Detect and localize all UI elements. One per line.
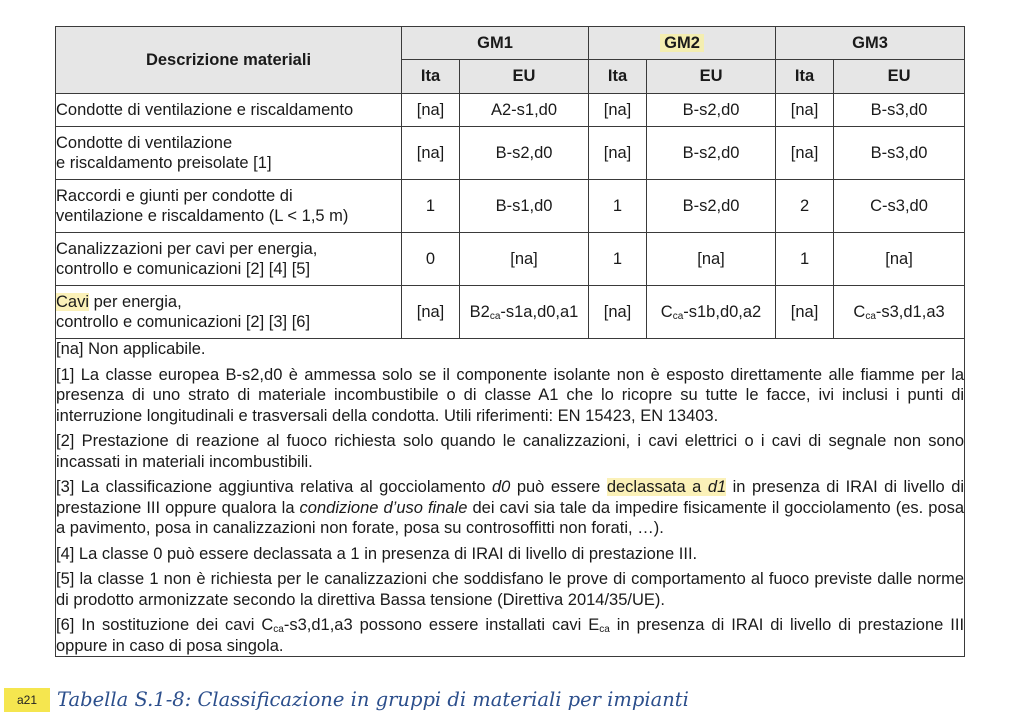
eu-subscript: ca	[489, 310, 501, 322]
note-na: [na] Non applicabile.	[56, 340, 206, 358]
note-4: [4] La classe 0 può essere declassata a 1 in presenza di IRAI di livello di prestazione III.	[56, 544, 698, 563]
row-description-line1: Condotte di ventilazione	[56, 134, 233, 152]
note-3-d0: d0	[492, 478, 511, 496]
row-description-line1-rest: per energia,	[89, 293, 182, 311]
cell-gm1-eu: A2-s1,d0	[460, 94, 589, 127]
header-gm1: GM1	[402, 27, 589, 60]
note-6-part: in presenza di IRAI di livello di prestazione III oppure in caso di posa singola.	[56, 616, 965, 655]
table-row	[56, 286, 965, 339]
row-description-line2: e riscaldamento preisolate [1]	[56, 154, 272, 172]
cell-gm2-eu: B-s2,d0	[647, 127, 776, 180]
note-3-part: [3] La classificazione aggiuntiva relativa al gocciolamento	[56, 478, 492, 496]
row-description-line2: controllo e comunicazioni [2] [3] [6]	[56, 313, 311, 331]
row-description-line2: ventilazione e riscaldamento (L < 1,5 m)	[56, 207, 349, 225]
row-description-line1: Canalizzazioni per cavi per energia,	[56, 240, 318, 258]
row-description	[56, 127, 402, 180]
row-description	[56, 180, 402, 233]
cell-gm1-eu: [na]	[460, 233, 589, 286]
cell-gm2-ita: [na]	[589, 286, 647, 339]
note-3-part: può essere	[510, 478, 607, 496]
highlight-cavi: Cavi	[56, 293, 90, 311]
table-row	[56, 127, 965, 180]
eu-base: C	[853, 302, 866, 321]
cell-gm3-eu: C-s3,d0	[834, 180, 965, 233]
header-row-groups	[56, 27, 965, 60]
header-gm1-eu: EU	[460, 60, 589, 94]
cell-gm1-ita: [na]	[402, 286, 460, 339]
row-description	[56, 286, 402, 339]
note-5: [5] la classe 1 non è richiesta per le canalizzazioni che soddisfano le prove di comportamento al fuoco previste dalle norme di prodotto armonizzate secondo la direttiva Bassa tensione (Direttiva 2014/35/UE).	[56, 570, 965, 609]
table-row	[56, 180, 965, 233]
table-row	[56, 233, 965, 286]
cell-gm3-ita: [na]	[776, 94, 834, 127]
cell-gm1-eu	[460, 286, 589, 339]
header-gm1-ita: Ita	[402, 60, 460, 94]
note-3-condition: condizione d’uso finale	[299, 498, 468, 517]
eu-rest: -s1b,d0,a2	[683, 302, 762, 321]
eu-rest: -s3,d1,a3	[875, 302, 945, 321]
cell-gm2-ita: [na]	[589, 94, 647, 127]
note-3	[56, 477, 964, 539]
note-1: [1] La classe europea B-s2,d0 è ammessa solo se il componente isolante non è esposto direttamente alle fiamme per la presenza di uno strato di materiale incombustibile o di classe A1 che lo ricopre su tutte le facce, ivi inclusi i punti di interruzione longitudinali e trasversali della condotta. Utili riferimenti: EN 15423, EN 13403.	[56, 365, 965, 425]
row-description-line1: Raccordi e giunti per condotte di	[56, 187, 293, 205]
header-gm2-label: GM2	[660, 34, 704, 52]
cell-gm2-ita: [na]	[589, 127, 647, 180]
cell-gm2-ita: 1	[589, 180, 647, 233]
table-row	[56, 94, 965, 127]
header-gm2-ita: Ita	[589, 60, 647, 94]
materials-table	[55, 26, 965, 657]
cell-gm3-ita: [na]	[776, 127, 834, 180]
cell-gm3-eu: [na]	[834, 233, 965, 286]
annotation-badge: a21	[4, 688, 50, 712]
cell-gm2-eu	[647, 286, 776, 339]
row-description-line1	[56, 292, 401, 312]
cell-gm3-eu: B-s3,d0	[834, 94, 965, 127]
header-gm3-eu: EU	[834, 60, 965, 94]
note-3-hl-text: declassata a	[606, 478, 708, 496]
row-description-line2: controllo e comunicazioni [2] [4] [5]	[56, 260, 311, 278]
note-6-part: [6] In sostituzione dei cavi C	[56, 616, 274, 634]
note-6-sub: ca	[273, 624, 284, 635]
cell-gm2-eu: B-s2,d0	[647, 180, 776, 233]
cell-gm1-ita: [na]	[402, 127, 460, 180]
eu-base: C	[660, 302, 673, 321]
cell-gm2-ita: 1	[589, 233, 647, 286]
cell-gm2-eu: B-s2,d0	[647, 94, 776, 127]
cell-gm1-ita: [na]	[402, 94, 460, 127]
cell-gm1-ita: 1	[402, 180, 460, 233]
row-description: Condotte di ventilazione e riscaldamento	[56, 94, 402, 127]
eu-rest: -s1a,d0,a1	[500, 302, 579, 321]
cell-gm3-ita: 2	[776, 180, 834, 233]
cell-gm3-ita: [na]	[776, 286, 834, 339]
row-description	[56, 233, 402, 286]
header-gm2-eu: EU	[647, 60, 776, 94]
note-3-d1: d1	[707, 478, 727, 496]
header-gm3: GM3	[776, 27, 965, 60]
cell-gm1-eu: B-s2,d0	[460, 127, 589, 180]
cell-gm1-eu: B-s1,d0	[460, 180, 589, 233]
notes-cell	[56, 339, 965, 657]
table-caption: Tabella S.1-8: Classificazione in gruppi di materiali per impianti	[57, 688, 689, 711]
cell-gm3-ita: 1	[776, 233, 834, 286]
header-gm3-ita: Ita	[776, 60, 834, 94]
note-3-part: dei cavi sia tale da impedire fisicamente il gocciolamento (es. posa a pavimento, posa in canalizzazioni non forate, posa su controsoffitti non forati, …).	[56, 498, 965, 537]
note-3-part: in presenza di IRAI di livello di prestazione III oppure qualora la	[56, 478, 965, 517]
header-description: Descrizione materiali	[56, 27, 402, 94]
notes-row	[56, 339, 965, 657]
eu-base: B2	[469, 302, 490, 321]
note-2: [2] Prestazione di reazione al fuoco richiesta solo quando le canalizzazioni, i cavi elettrici o i cavi di segnale non sono incassati in materiali incombustibili.	[56, 432, 965, 471]
note-3-highlight	[607, 478, 726, 496]
header-gm2	[589, 27, 776, 60]
cell-gm3-eu: B-s3,d0	[834, 127, 965, 180]
cell-gm1-ita: 0	[402, 233, 460, 286]
eu-subscript: ca	[672, 310, 684, 322]
note-6-sub: ca	[599, 624, 610, 635]
cell-gm2-eu: [na]	[647, 233, 776, 286]
note-6-part: -s3,d1,a3 possono essere installati cavi E	[283, 616, 600, 634]
note-6	[56, 615, 964, 656]
cell-gm3-eu	[834, 286, 965, 339]
eu-subscript: ca	[865, 310, 876, 322]
